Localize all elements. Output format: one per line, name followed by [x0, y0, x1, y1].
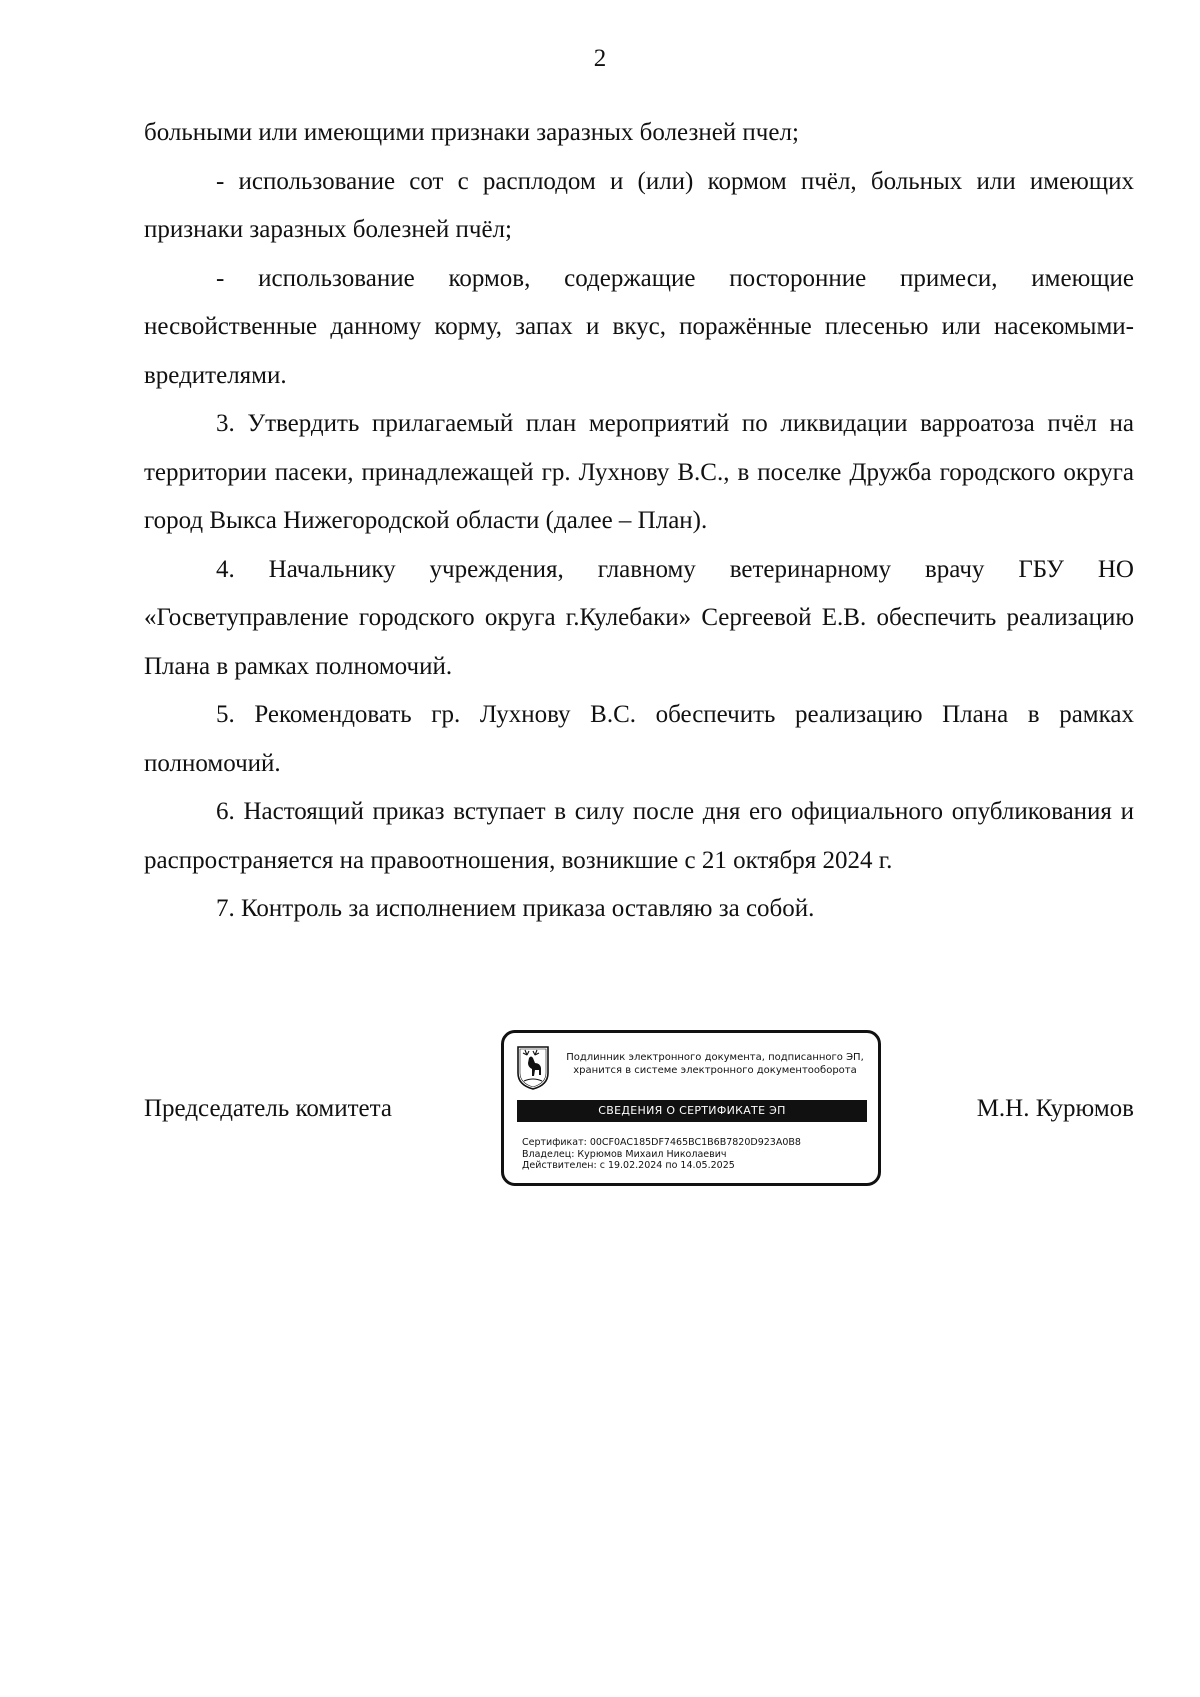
paragraph-list-item-combs: - использование сот с расплодом и (или) кормом пчёл, больных или имеющих признаки заразных болезней пчёл; [144, 167, 1134, 243]
signer-position: Председатель комитета [144, 1095, 392, 1122]
paragraph-continuation: больными или имеющими признаки заразных болезней пчел; [144, 119, 799, 146]
stamp-header-line: хранится в системе электронного документооборота [573, 1065, 857, 1076]
paragraph-item-6: 6. Настоящий приказ вступает в силу после дня его официального опубликования и распространяется на правоотношения, возникшие с 21 октября 2024 г. [144, 798, 1134, 874]
document-body [144, 109, 1134, 934]
paragraph-item-4: 4. Начальнику учреждения, главному ветеринарному врачу ГБУ НО «Госветуправление городского округа г.Кулебаки» Сергеевой Е.В. обеспечить реализацию Плана в рамках полномочий. [144, 555, 1134, 680]
signature-block [144, 1030, 1134, 1210]
certificate-owner: Владелец: Курюмов Михаил Николаевич [522, 1148, 727, 1160]
certificate-validity: Действителен: с 19.02.2024 по 14.05.2025 [522, 1160, 735, 1171]
electronic-signature-stamp [501, 1030, 881, 1186]
page-number: 2 [593, 45, 607, 72]
paragraph-list-item-feeds: - использование кормов, содержащие посторонние примеси, имеющие несвойственные данному корму, запах и вкус, поражённые плесенью или насекомыми-вредителями. [144, 264, 1134, 389]
paragraph-item-3: 3. Утвердить прилагаемый план мероприятий по ликвидации варроатоза пчёл на территории пасеки, принадлежащей гр. Лухнову В.С., в поселке Дружба городского округа город Выкса Нижегородской области (далее – План). [144, 410, 1134, 534]
paragraph-item-5: 5. Рекомендовать гр. Лухнову В.С. обеспечить реализацию Плана в рамках полномочий. [144, 701, 1134, 777]
stamp-title-bar: СВЕДЕНИЯ О СЕРТИФИКАТЕ ЭП [517, 1100, 867, 1122]
certificate-number: Сертификат: 00CF0AC185DF7465BC1B6B7820D923A0B8 [522, 1137, 801, 1148]
coat-of-arms-icon [516, 1045, 550, 1091]
stamp-header-line: Подлинник электронного документа, подписанного ЭП, [566, 1052, 864, 1063]
paragraph-item-7: 7. Контроль за исполнением приказа оставляю за собой. [216, 895, 815, 922]
stamp-header [556, 1051, 874, 1077]
stamp-certificate-details [522, 1137, 872, 1172]
signer-name: М.Н. Курюмов [976, 1095, 1134, 1122]
